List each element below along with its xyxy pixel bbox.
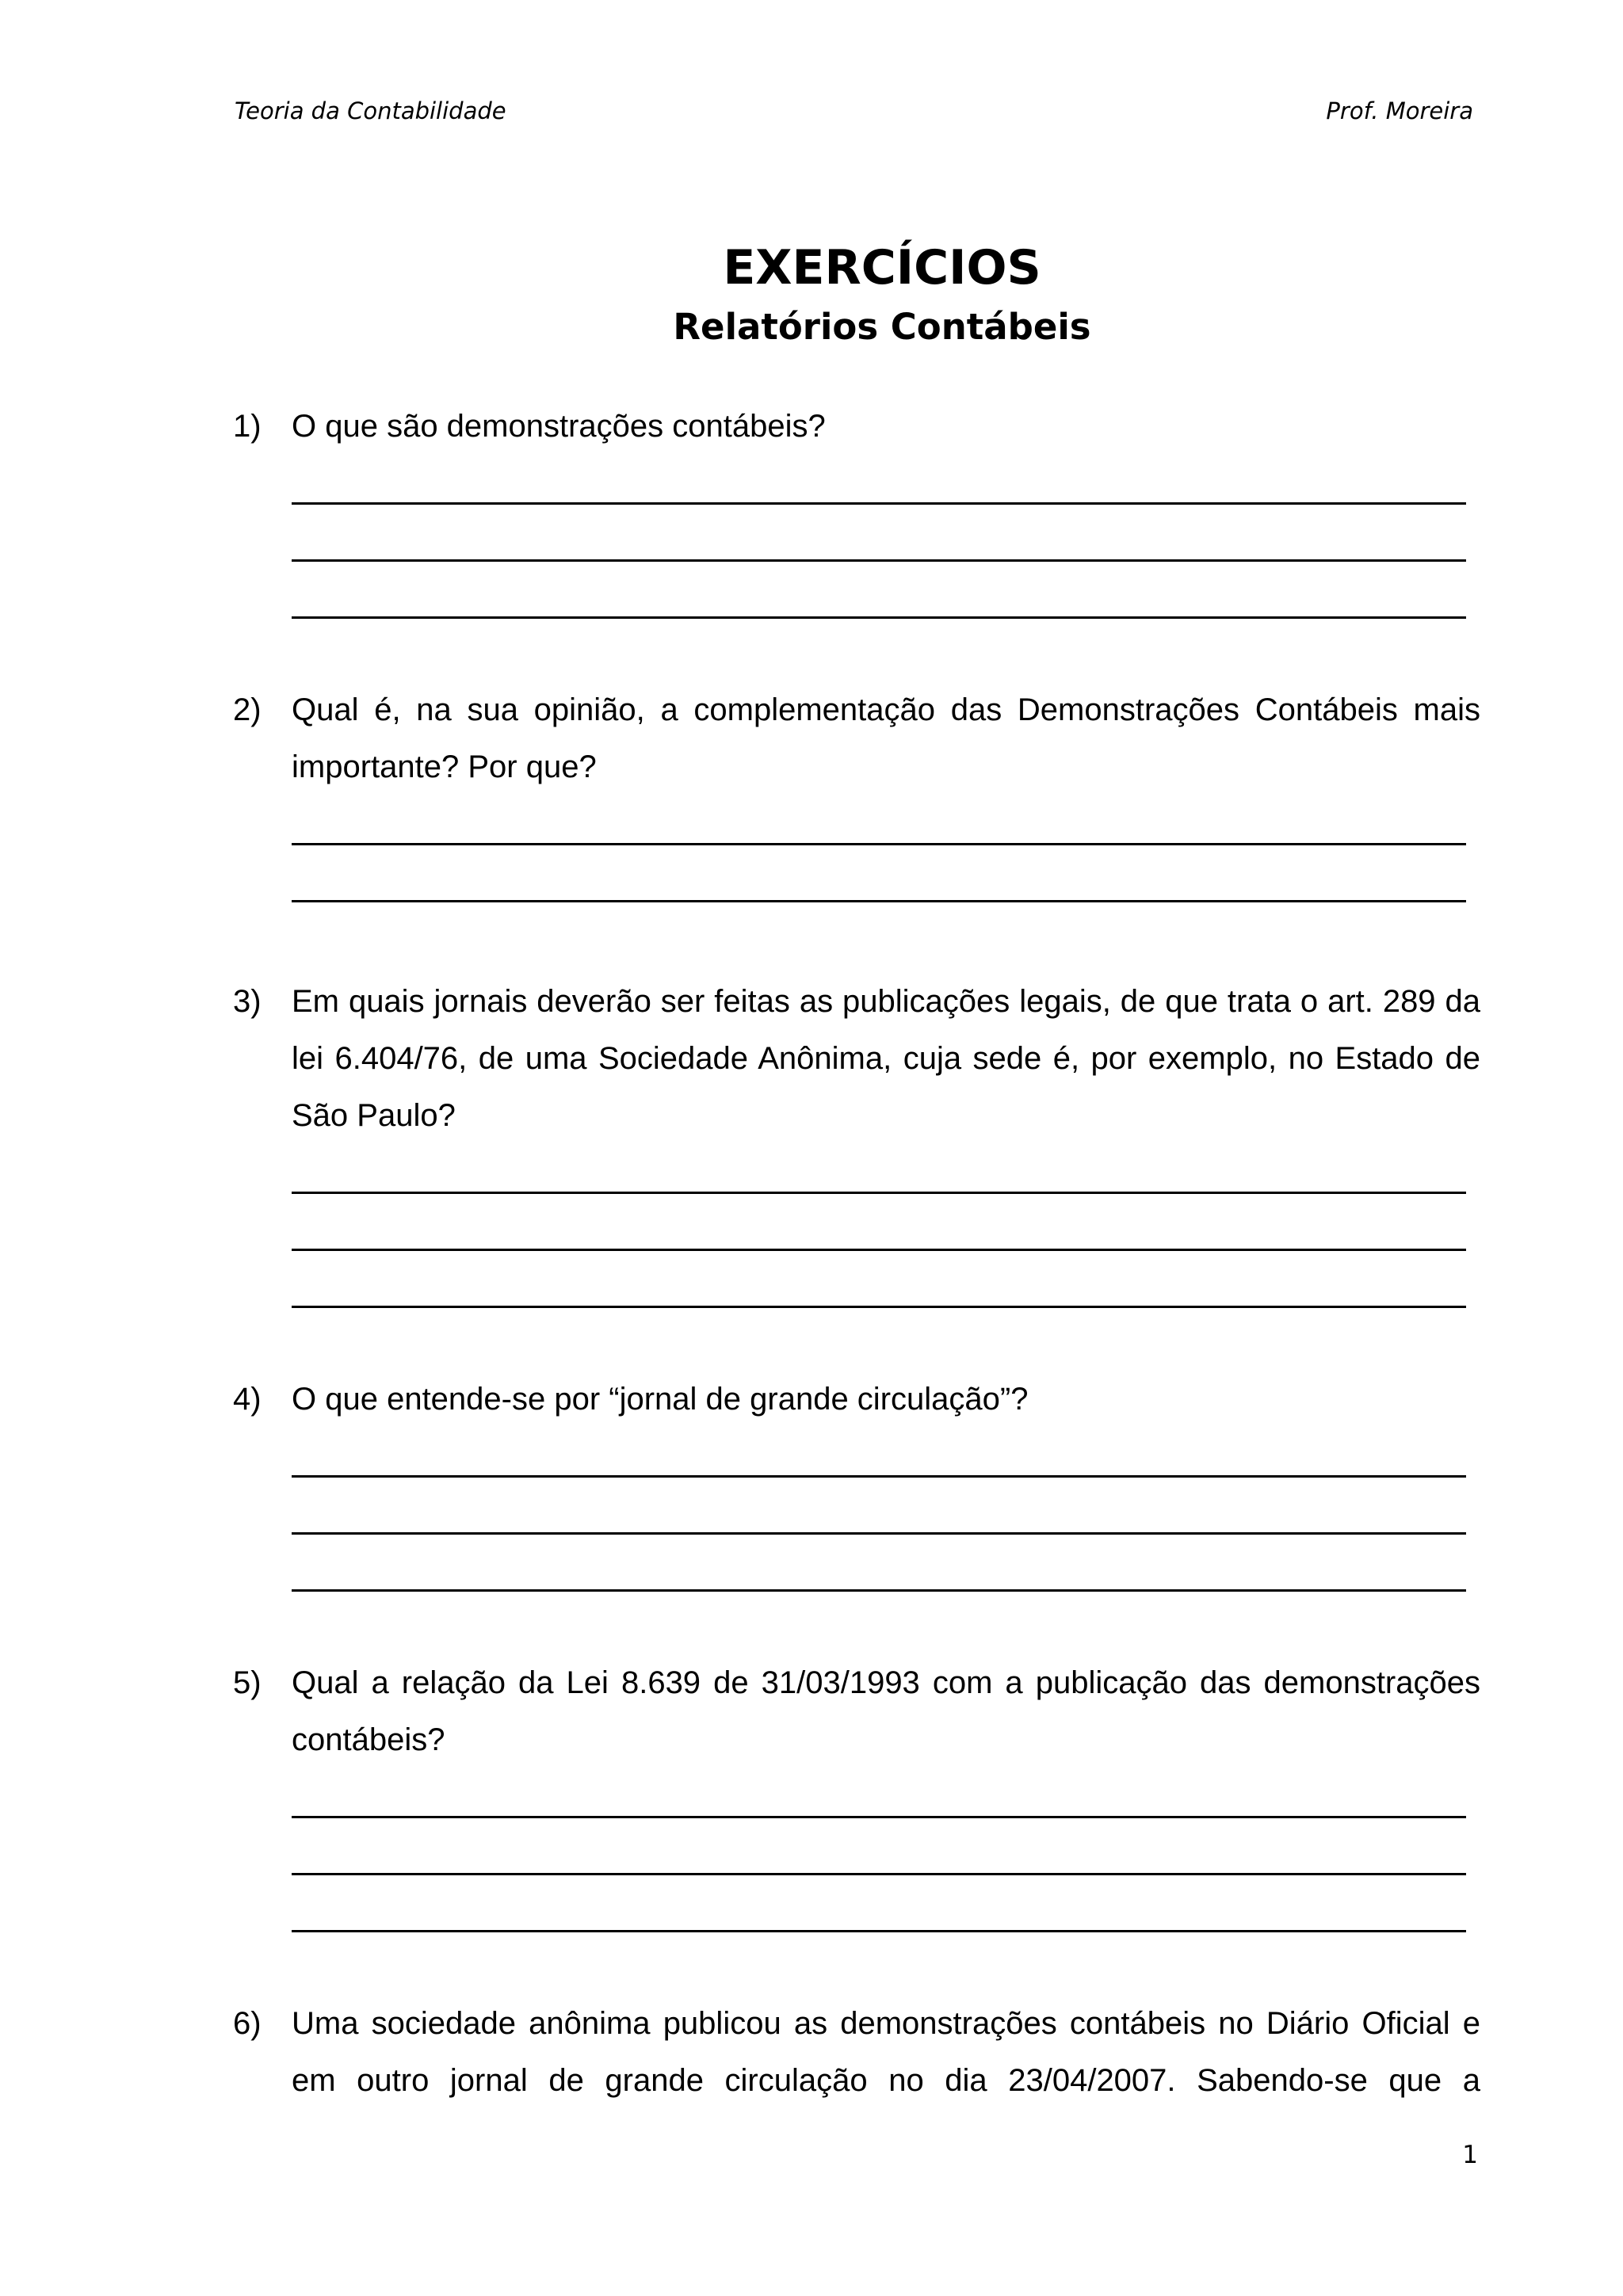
question-text: Qual é, na sua opinião, a complementação das Demonstrações Contábeis mais importante? Por que? (292, 692, 1480, 784)
question-5 (233, 1654, 1480, 1932)
answer-line[interactable] (292, 1475, 1466, 1478)
question-text: O que são demonstrações contábeis? (292, 409, 826, 444)
question-text: Em quais jornais deverão ser feitas as publicações legais, de que trata o art. 289 da lei 6.404/76, de uma Sociedade Anônima, cuja sede é, por exemplo, no Estado de São Paulo? (292, 984, 1480, 1133)
question-number: 1) (233, 409, 262, 444)
answer-line[interactable] (292, 1249, 1466, 1251)
answer-line[interactable] (292, 616, 1466, 619)
answer-line[interactable] (292, 1873, 1466, 1875)
answer-line[interactable] (292, 843, 1466, 845)
question-number: 5) (233, 1665, 262, 1700)
question-number: 6) (233, 2006, 262, 2041)
question-number: 2) (233, 692, 262, 727)
question-2 (233, 681, 1480, 902)
question-text: Qual a relação da Lei 8.639 de 31/03/1993 com a publicação das demonstrações contábeis? (292, 1665, 1480, 1757)
answer-line[interactable] (292, 1930, 1466, 1932)
page-subtitle: Relatórios Contábeis (673, 306, 1091, 348)
answer-line[interactable] (292, 1192, 1466, 1194)
question-4 (233, 1371, 1480, 1592)
answer-line[interactable] (292, 1816, 1466, 1818)
question-1 (233, 398, 1480, 619)
answer-line[interactable] (292, 900, 1466, 902)
question-number: 3) (233, 984, 262, 1019)
answer-line[interactable] (292, 1532, 1466, 1535)
answer-line[interactable] (292, 1589, 1466, 1592)
question-text: O que entende-se por “jornal de grande circulação”? (292, 1382, 1029, 1417)
answer-line[interactable] (292, 559, 1466, 562)
answer-line[interactable] (292, 1306, 1466, 1308)
question-3 (233, 973, 1480, 1308)
answer-line[interactable] (292, 502, 1466, 505)
header-course-title: Teoria da Contabilidade (235, 97, 506, 124)
question-text: Uma sociedade anônima publicou as demonstrações contábeis no Diário Oficial e em outro jornal de grande circulação no dia 23/04/2007. Sabendo-se que a (292, 2006, 1480, 2098)
question-number: 4) (233, 1382, 262, 1417)
page-title: EXERCÍCIOS (723, 240, 1041, 296)
page-number: 1 (1462, 2141, 1478, 2169)
question-6 (233, 1995, 1480, 2109)
header-professor: Prof. Moreira (1326, 97, 1473, 124)
